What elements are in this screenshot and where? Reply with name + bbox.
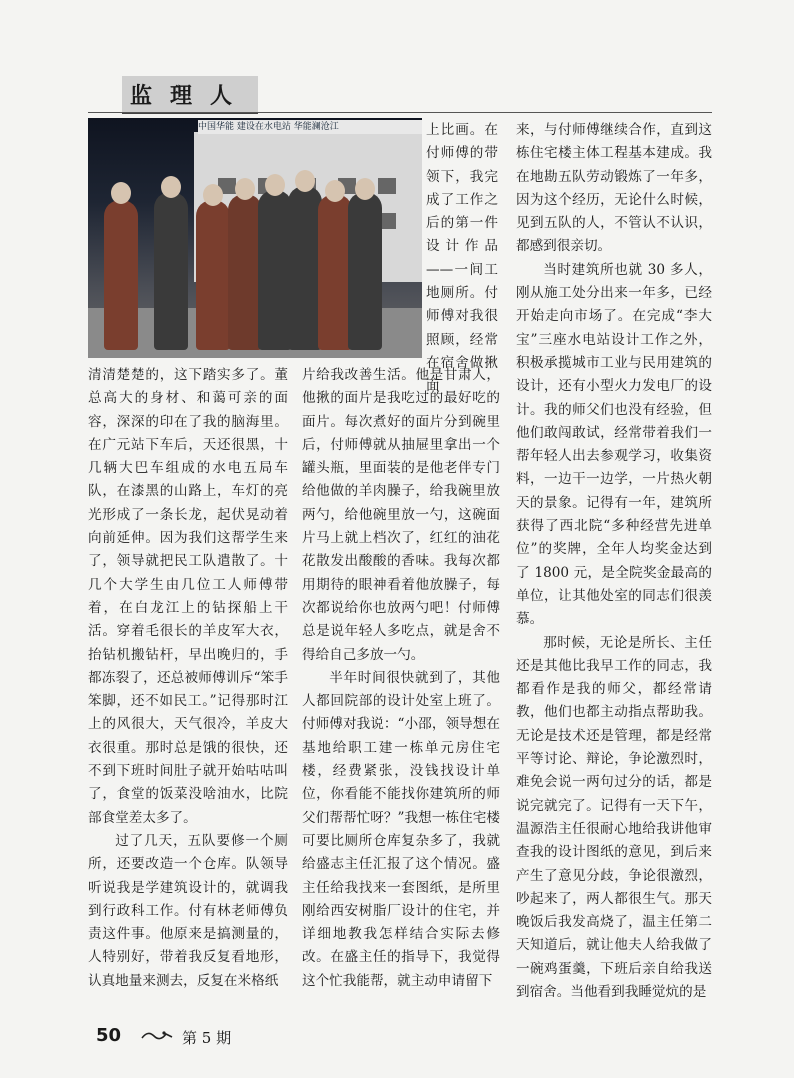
paragraph: 当时建筑所也就 30 多人，刚从施工处分出来一年多，已经开始走向市场了。在完成“李大宝”三座水电站设计工作之外，积极承揽城市工业与民用建筑的设计，还有小型火力发电厂的设计。我的师父们也没有经验，但他们敢闯敢试，经常带着我们一帮年轻人出去参观学习，收集资料，一边干一边学，一片热火朝天的景象。记得有一年，建筑所获得了西北院“多种经营先进单位”的奖牌，全年人均奖金达到了 1800 元，是全院奖金最高的单位，让其他处室的同志们很羡慕。 [516,261,712,628]
issue-label: 第 5 期 [182,1029,232,1047]
paragraph: 那时候，无论是所长、主任还是其他比我早工作的同志，我都看作是我的师父，都经常请教，他们也都主动指点帮助我。无论是技术还是管理，都是经常平等讨论、辩论，争论激烈时，难免会说一两句过分的话，都是说完就完了。记得有一天下午，温源浩主任很耐心地给我讲他审查我的设计图纸的意见，到后来产生了意见分歧，争论很激烈，吵起来了，两人都很生气。那天晚饭后我发高烧了，温主任第二天知道后，就让他夫人给我做了一碗鸡蛋羹，下班后亲自给我送到宿舍。当他看到我睡觉炕的是 [516,634,712,1000]
column-3 [516,119,712,1004]
photo-person-head [111,182,131,204]
paragraph: 清清楚楚的，这下踏实多了。董总高大的身材、和蔼可亲的面容，深深的印在了我的脑海里。在广元站下车后，天还很黑，十几辆大巴车组成的水电五局车队，在漆黑的山路上，车灯的亮光形成了一条长龙，起伏晃动着向前延伸。因为我们这帮学生来了，领导就把民工队遣散了。十几个大学生由几位工人师傅带着，在白龙江上的钻探船上干活。穿着毛很长的羊皮军大衣，抬钻机搬钻杆，早出晚归的，手都冻裂了，还总被师傅训斥“笨手笨脚，还不如民工。”记得那时江上的风很大，天气很冷，羊皮大衣很重。那时总是饿的很快，还不到下班时间肚子就开始咕咕叫了，食堂的饭菜没啥油水，比院部食堂差太多了。 [88,367,288,826]
group-photo [88,118,422,358]
photo-person [288,186,322,350]
paragraph: 半年时间很快就到了，其他人都回院部的设计处室上班了。付师傅对我说：“小邵，领导想在基地给职工建一栋单元房住宅楼，经费紧张，没钱找设计单位，你看能不能找你建筑所的师父们帮帮忙呀？”我想一栋住宅楼可要比厕所仓库复杂多了，我就给盛志主任汇报了这个情况。盛主任给我找来一套图纸，是所里刚给西安树脂厂设计的住宅，并详细地教我怎样结合实际去修改。在盛主任的指导下，我觉得这个忙我能帮，就主动申请留下 [302,669,500,989]
photo-person [318,194,352,350]
photo-person-head [355,178,375,200]
photo-person [228,194,262,350]
magazine-logo-icon [140,1028,174,1046]
paragraph: 片给我改善生活。他是甘肃人，他揪的面片是我吃过的最好吃的面片。每次煮好的面片分到碗里后，付师傅就从抽屉里拿出一个罐头瓶，里面装的是他老伴专门给他做的羊肉臊子，给我碗里放两勺，给他碗里放一勺，这碗面片马上就上档次了，红红的油花花散发出酸酸的香味。我每次都用期待的眼神看着他放臊子，每次都说给你也放两勺吧！付师傅总是说年轻人多吃点，就是舍不得给自己多放一勺。 [302,367,500,663]
photo-person [258,190,292,350]
photo-person [104,200,138,350]
photo-person-head [235,178,255,200]
photo-person-head [325,180,345,202]
column-1 [88,364,288,993]
photo-person-head [295,170,315,192]
photo-person [154,192,188,350]
header-rule [88,112,712,113]
photo-person-head [203,184,223,206]
paragraph: 上比画。在付师傅的带领下，我完成了工作之后的第一件设计作品——一间工地厕所。付师傅对我很照顾，经常在宿舍做揪面 [426,122,498,395]
section-label: 监理人 [122,76,258,114]
photo-window [378,178,396,194]
photo-person [196,200,230,350]
column-side [426,119,498,399]
photo-person [348,192,382,350]
column-2 [302,364,500,993]
paragraph: 来，与付师傅继续合作，直到这栋住宅楼主体工程基本建成。我在地勘五队劳动锻炼了一年多，因为这个经历，无论什么时候，见到五队的人，不管认不认识，都感到很亲切。 [516,122,712,255]
page-number: 50 [96,1025,122,1046]
paragraph: 过了几天，五队要修一个厕所，还要改造一个仓库。队领导听说我是学建筑设计的，就调我到行政科工作。付有林老师傅负责这件事。他原来是搞测量的，人特别好，带着我反复看地形，认真地量来测去，反复在米格纸 [88,832,288,989]
photo-sign: 中国华能 建设在水电站 华能澜沧江 [198,120,422,134]
photo-person-head [161,176,181,198]
photo-person-head [265,174,285,196]
